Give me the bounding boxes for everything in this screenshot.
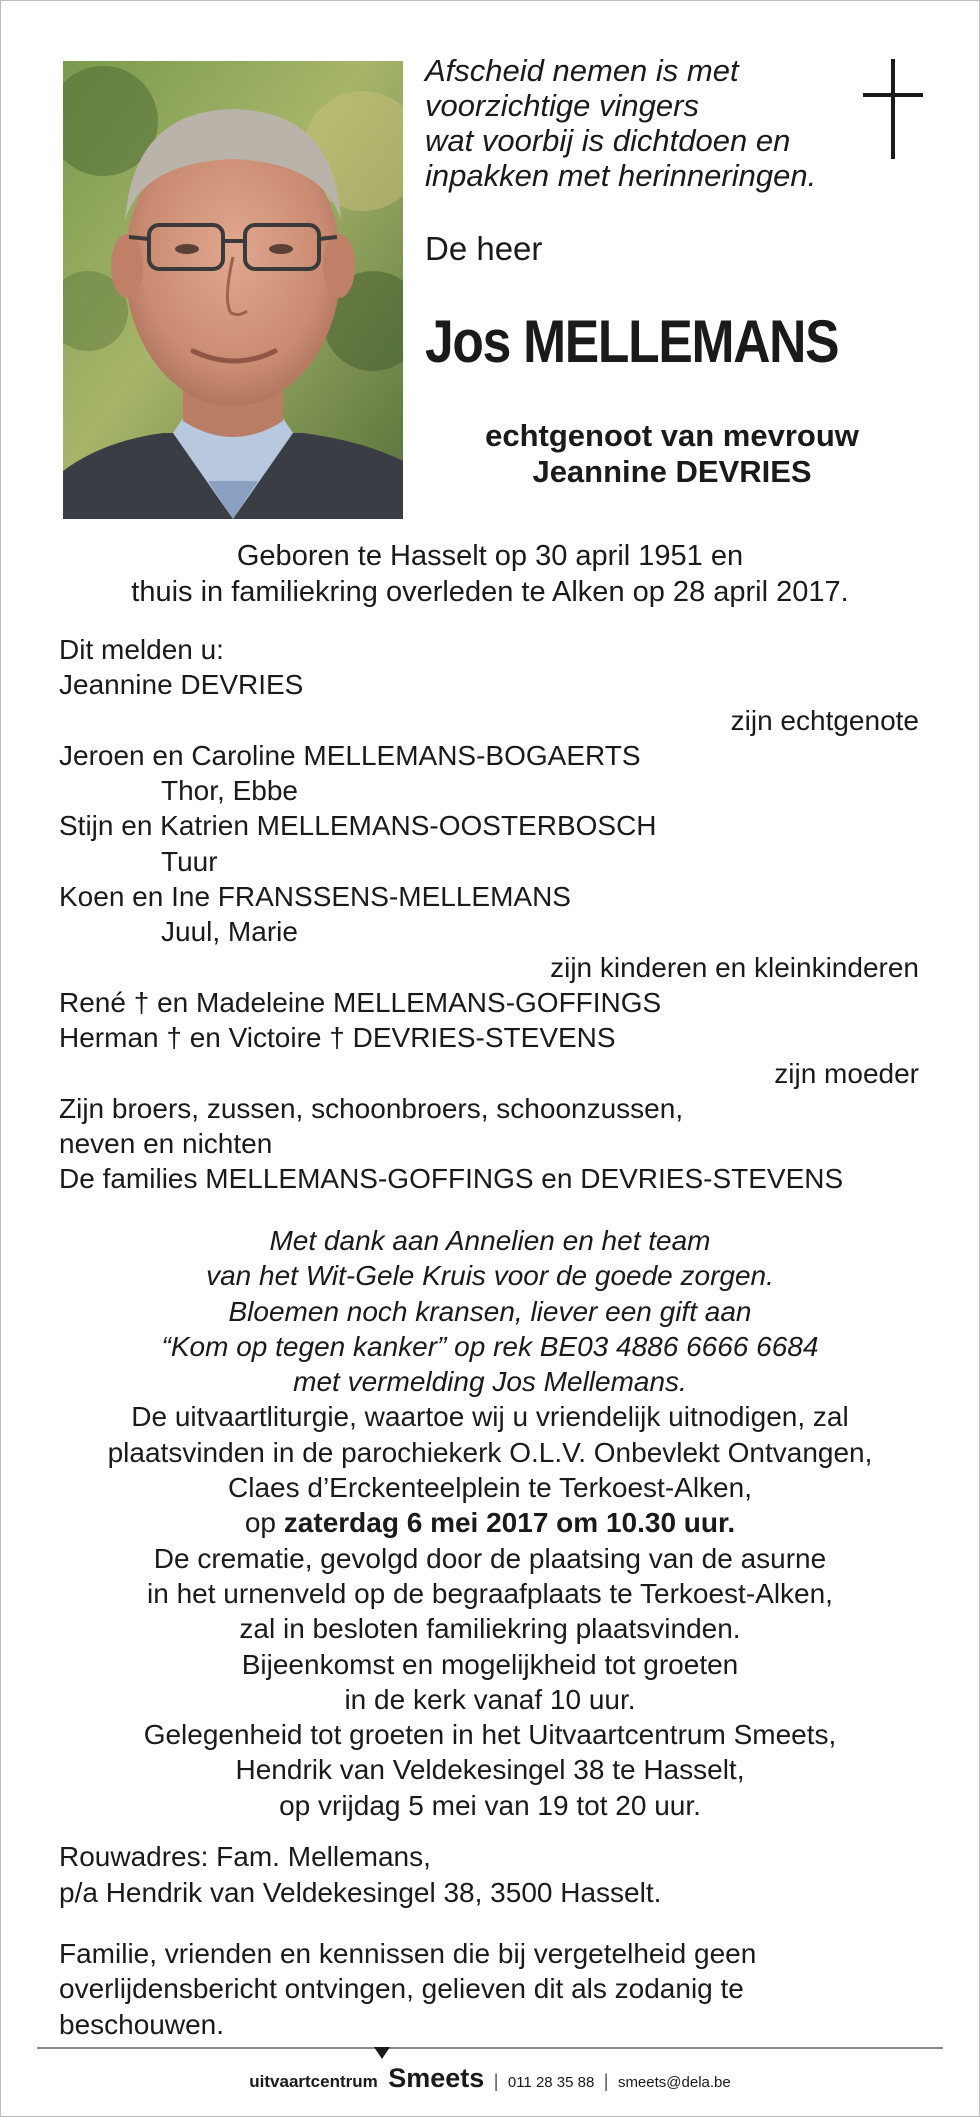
funeral-line: plaatsvinden in de parochiekerk O.L.V. Onbevlekt Ontvangen, [107,1436,873,1468]
footer-divider [37,2047,943,2049]
grandchildren: Thor, Ebbe [161,775,298,807]
deceased-name: Jos MELLEMANS [425,308,839,375]
triangle-down-icon [374,2047,390,2059]
birth-death-info [1,538,979,610]
closing-note [59,1936,929,2042]
relation-label: zijn echtgenote [730,704,919,736]
funeral-line: De uitvaartliturgie, waartoe wij u vriendelijk uitnodigen, zal [131,1401,849,1433]
family-member: Zijn broers, zussen, schoonbroers, schoonzussen, [59,1092,684,1124]
family-list [59,632,919,1197]
birth-line: Geboren te Hasselt op 30 april 1951 en [236,540,744,572]
funeral-line: Hendrik van Veldekesingel 38 te Hasselt, [235,1754,745,1786]
funeral-line: Claes d’Erckenteelplein te Terkoest-Alken, [228,1472,752,1504]
death-line: thuis in familiekring overleden te Alken op 28 april 2017. [131,576,849,608]
family-member: Herman † en Victoire † DEVRIES-STEVENS [59,1022,616,1054]
footer-separator: | [603,2071,609,2091]
grandchildren: Juul, Marie [161,916,298,948]
footer [1,2063,979,2094]
footer-separator: | [493,2071,499,2091]
date-prefix: op [244,1507,277,1539]
spouse-line-2: Jeannine DEVRIES [532,454,812,489]
footer-phone[interactable]: 011 28 35 88 [507,2074,595,2091]
poem-line: voorzichtige vingers [425,88,699,123]
thanks-line: van het Wit-Gele Kruis voor de goede zorgen. [206,1260,774,1292]
closing-line: beschouwen. [59,2008,225,2040]
footer-email[interactable]: smeets@dela.be [617,2074,731,2091]
thanks-line: Met dank aan Annelien en het team [269,1225,711,1256]
family-member: René † en Madeleine MELLEMANS-GOFFINGS [59,986,662,1018]
family-member: Jeroen en Caroline MELLEMANS-BOGAERTS [59,739,641,771]
closing-line: Familie, vrienden en kennissen die bij vergetelheid geen [59,1938,757,1969]
spouse-line-1: echtgenoot van mevrouw [485,418,859,453]
poem-line: inpakken met herinneringen. [425,158,817,193]
funeral-line: De crematie, gevolgd door de plaatsing van de asurne [153,1542,827,1574]
grandchildren: Tuur [161,845,218,877]
funeral-line: zal in besloten familiekring plaatsvinden. [239,1613,741,1645]
footer-label: uitvaartcentrum [249,2072,378,2091]
relation-label: zijn kinderen en kleinkinderen [550,951,919,983]
family-member: neven en nichten [59,1128,273,1160]
thanks-line: “Kom op tegen kanker” op rek BE03 4886 6666 6684 [161,1330,819,1362]
funeral-details [1,1223,979,1823]
thanks-line: met vermelding Jos Mellemans. [293,1366,687,1398]
funeral-line: in de kerk vanaf 10 uur. [344,1683,636,1715]
family-member: Stijn en Katrien MELLEMANS-OOSTERBOSCH [59,810,657,842]
relation-label: zijn moeder [774,1057,919,1089]
funeral-line: in het urnenveld op de begraafplaats te Terkoest-Alken, [147,1577,833,1609]
family-intro: Dit melden u: [59,634,224,665]
mourning-address [59,1839,661,1911]
funeral-date-line [1,1505,979,1540]
thanks-line: Bloemen noch kransen, liever een gift aan [228,1295,752,1327]
funeral-line: Gelegenheid tot groeten in het Uitvaartcentrum Smeets, [143,1719,837,1751]
portrait-photo [63,61,403,519]
latin-cross-icon [863,59,923,163]
closing-line: overlijdensbericht ontvingen, gelieven dit als zodanig te [59,1973,744,2005]
funeral-line: Bijeenkomst en mogelijkheid tot groeten [241,1648,739,1680]
salutation: De heer [425,230,543,267]
poem [425,53,845,193]
funeral-date: zaterdag 6 mei 2017 om 10.30 uur. [283,1507,736,1539]
spouse-info [425,418,919,490]
address-line: Rouwadres: Fam. Mellemans, [59,1841,431,1872]
family-member: Koen en Ine FRANSSENS-MELLEMANS [59,881,571,913]
footer-brand: Smeets [388,2063,485,2093]
poem-line: wat voorbij is dichtdoen en [425,123,791,158]
funeral-line: op vrijdag 5 mei van 19 tot 20 uur. [279,1789,701,1821]
address-line: p/a Hendrik van Veldekesingel 38, 3500 Hasselt. [59,1877,662,1908]
family-member: Jeannine DEVRIES [59,669,304,701]
poem-line: Afscheid nemen is met [425,53,739,88]
family-member: De families MELLEMANS-GOFFINGS en DEVRIES-STEVENS [59,1163,844,1195]
